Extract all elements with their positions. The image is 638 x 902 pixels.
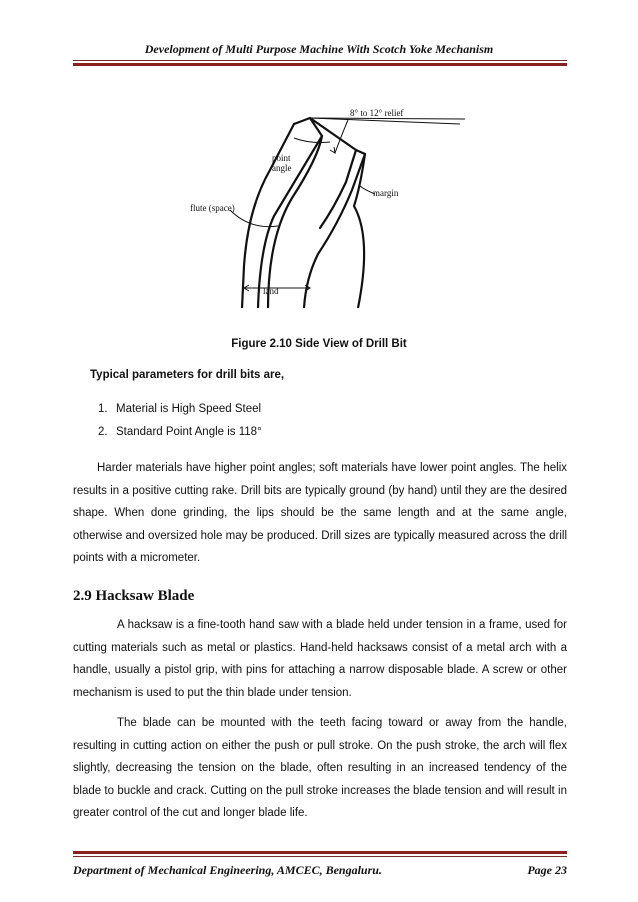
flute-label: flute (space): [190, 203, 235, 213]
footer-rule-thin: [73, 856, 567, 857]
list-item: [98, 426, 262, 438]
parameters-intro: Typical parameters for drill bits are,: [90, 369, 285, 381]
land-label: land: [263, 286, 279, 296]
list-item: [98, 403, 261, 415]
figure-caption: Figure 2.10 Side View of Drill Bit: [231, 338, 407, 350]
header-rule-thick: [73, 63, 567, 66]
point-angle-label-line2: angle: [272, 163, 292, 173]
page-header-title: Development of Multi Purpose Machine With Scotch Yoke Mechanism: [144, 42, 494, 56]
section-title: 2.9 Hacksaw Blade: [73, 588, 195, 604]
point-angle-label-line1: point: [272, 153, 291, 163]
relief-label: 8° to 12° relief: [350, 108, 404, 118]
drill-paragraph: Harder materials have higher point angles; soft materials have lower point angles. The helix results in a positive cutting rake. Drill bits are typically ground (by hand) until they are the desired shape. When done grinding, the lips should be the same length and at the same angle, otherwise and oversized hole may be produced. Drill sizes are typically measured across the drill points with a micrometer.: [73, 462, 567, 564]
footer-department: Department of Mechanical Engineering, AMCEC, Bengaluru.: [73, 863, 382, 877]
hacksaw-paragraph-1: A hacksaw is a fine-tooth hand saw with a blade held under tension in a frame, used for cutting materials such as metal or plastics. Hand-held hacksaws consist of a metal arch with a handle, usually a pistol grip, with pins for attaching a narrow disposable blade. A screw or other mechanism is used to put the thin blade under tension.: [73, 619, 567, 699]
list-item-number: 1.: [98, 403, 108, 415]
header-rule-thin: [73, 60, 567, 61]
page-number: Page 23: [527, 863, 567, 877]
list-item-text: Material is High Speed Steel: [116, 403, 262, 415]
hacksaw-paragraph-2: The blade can be mounted with the teeth facing toward or away from the handle, resulting in cutting action on either the push or pull stroke. On the push stroke, the arch will flex slightly, decreasing the tension on the blade, often resulting in an increased tendency of the blade to buckle and crack. Cutting on the pull stroke increases the blade tension and will result in greater control of the cut and longer blade life.: [73, 717, 567, 819]
drill-bit-diagram: [160, 98, 480, 308]
margin-label: margin: [373, 188, 399, 198]
drill-bit-figure: [160, 98, 480, 308]
list-item-text: Standard Point Angle is 118°: [116, 426, 262, 438]
list-item-number: 2.: [98, 426, 108, 438]
footer-rule-thick: [73, 851, 567, 854]
